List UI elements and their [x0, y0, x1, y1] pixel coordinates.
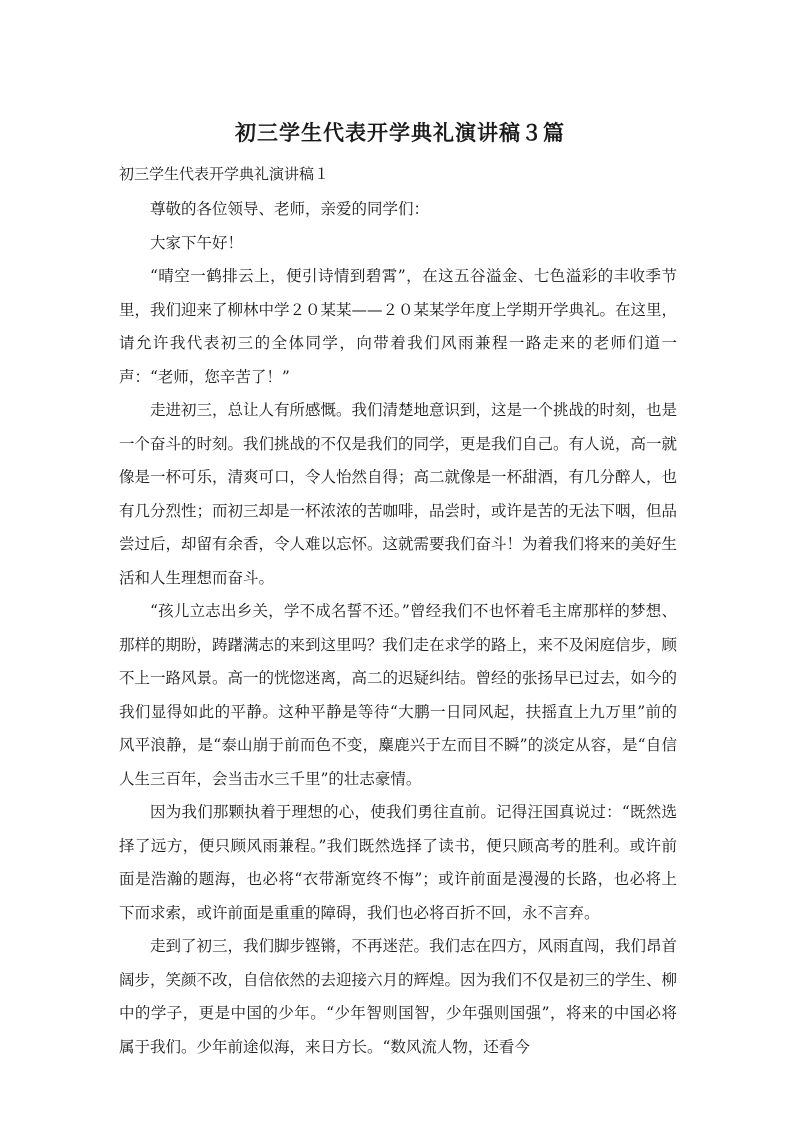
paragraph: “孩儿立志出乡关，学不成名誓不还。”曾经我们不也怀着毛主席那样的梦想、那样的期盼，踌躇满志的来到这里吗？我们走在求学的路上，来不及闲庭信步，顾不上一路风景。高一的恍惚迷离，高二的迟疑纠结。曾经的张扬早已过去，如今的我们显得如此的平静。这种平静是等待“大鹏一日同风起，扶摇直上九万里”前的风平浪静，是“泰山崩于前而色不变，麋鹿兴于左而目不瞬”的淡定从容，是“自信人生三百年，会当击水三千里”的壮志豪情。 [119, 602, 678, 788]
paragraph-greeting: 大家下午好！ [150, 233, 244, 252]
paragraph-salutation: 尊敬的各位领导、老师，亲爱的同学们： [150, 200, 430, 218]
document-subtitle: 初三学生代表开学典礼演讲稿１ [119, 165, 330, 183]
paragraph: 因为我们那颗执着于理想的心，使我们勇往直前。记得汪国真说过：“既然选择了远方，便只顾风雨兼程。”我们既然选择了读书，便只顾高考的胜利。或许前面是浩瀚的题海，也必将“衣带渐宽终不悔”；或许前面是漫漫的长路，也必将上下而求索，或许前面是重重的障碍，我们也必将百折不回，永不言弃。 [119, 803, 677, 922]
document-body [119, 193, 677, 1064]
paragraph: 走到了初三，我们脚步铿锵，不再迷茫。我们志在四方，风雨直闯，我们昂首阔步，笑颜不改，自信依然的去迎接六月的辉煌。因为我们不仅是初三的学生、柳中的学子，更是中国的少年。“少年智则国智，少年强则国强”，将来的中国必将属于我们。少年前途似海，来日方长。“数风流人物，还看今 [119, 937, 678, 1056]
document-title: 初三学生代表开学典礼演讲稿３篇 [235, 121, 565, 145]
paragraph: 走进初三，总让人有所感慨。我们清楚地意识到，这是一个挑战的时刻，也是一个奋斗的时刻。我们挑战的不仅是我们的同学，更是我们自己。有人说，高一就像是一杯可乐，清爽可口，令人怡然自得；高二就像是一杯甜酒，有几分醉人，也有几分烈性；而初三却是一杯浓浓的苦咖啡，品尝时，或许是苦的无法下咽，但品尝过后，却留有余香，令人难以忘怀。这就需要我们奋斗！为着我们将来的美好生活和人生理想而奋斗。 [119, 401, 678, 587]
paragraph: “晴空一鹤排云上，便引诗情到碧霄”，在这五谷溢金、七色溢彩的丰收季节里，我们迎来了柳林中学２０某某——２０某某学年度上学期开学典礼。在这里，请允许我代表初三的全体同学，向带着我们风雨兼程一路走来的老师们道一声：“老师，您辛苦了！” [119, 267, 678, 386]
